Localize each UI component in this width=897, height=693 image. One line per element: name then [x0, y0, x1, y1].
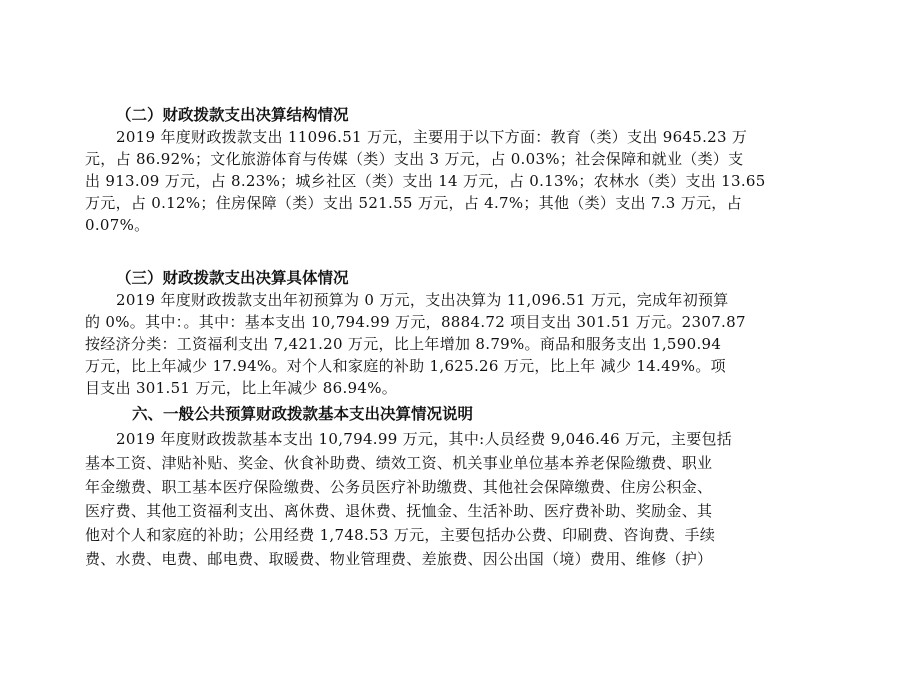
paragraph-line: 元，占 86.92%；文化旅游体育与传媒（类）支出 3 万元，占 0.03%；社会保障和就业（类）支 [85, 150, 744, 168]
paragraph-line: 他对个人和家庭的补助；公用经费 1,748.53 万元，主要包括办公费、印刷费、咨询费、手续 [85, 526, 716, 544]
paragraph-line: 目支出 301.51 万元，比上年减少 86.94%。 [85, 379, 398, 397]
section-heading-basic-expenditure: 六、一般公共预算财政拨款基本支出决算情况说明 [132, 404, 474, 423]
paragraph-line: 2019 年度财政拨款支出 11096.51 万元，主要用于以下方面：教育（类）支出 9645.23 万 [116, 128, 748, 146]
paragraph-line: 年金缴费、职工基本医疗保险缴费、公务员医疗补助缴费、其他社会保障缴费、住房公积金、 [85, 478, 713, 496]
paragraph-line: 费、水费、电费、邮电费、取暖费、物业管理费、差旅费、因公出国（境）费用、维修（护） [85, 550, 713, 568]
paragraph-line: 出 913.09 万元，占 8.23%；城乡社区（类）支出 14 万元，占 0.13%；农林水（类）支出 13.65 [85, 172, 766, 190]
paragraph-line: 按经济分类：工资福利支出 7,421.20 万元，比上年增加 8.79%。商品和服务支出 1,590.94 [85, 335, 722, 353]
section-heading-expenditure-details: （三）财政拨款支出决算具体情况 [116, 268, 349, 287]
paragraph-line: 0.07%。 [85, 216, 150, 234]
section-heading-expenditure-structure: （二）财政拨款支出决算结构情况 [116, 105, 349, 124]
paragraph-line: 医疗费、其他工资福利支出、离休费、退休费、抚恤金、生活补助、医疗费补助、奖励金、其 [85, 502, 713, 520]
paragraph-line: 2019 年度财政拨款支出年初预算为 0 万元，支出决算为 11,096.51 万元，完成年初预算 [116, 291, 729, 309]
paragraph-line: 万元，占 0.12%；住房保障（类）支出 521.55 万元，占 4.7%；其他（类）支出 7.3 万元，占 [85, 194, 742, 212]
paragraph-line: 万元，比上年减少 17.94%。对个人和家庭的补助 1,625.26 万元，比上年 减少 14.49%。项 [85, 357, 726, 375]
paragraph-line: 的 0%。其中：。其中：基本支出 10,794.99 万元，8884.72 项目支出 301.51 万元。2307.87 [85, 313, 746, 331]
paragraph-line: 2019 年度财政拨款基本支出 10,794.99 万元，其中:人员经费 9,046.46 万元，主要包括 [116, 430, 733, 448]
paragraph-line: 基本工资、津贴补贴、奖金、伙食补助费、绩效工资、机关事业单位基本养老保险缴费、职业 [85, 454, 713, 472]
